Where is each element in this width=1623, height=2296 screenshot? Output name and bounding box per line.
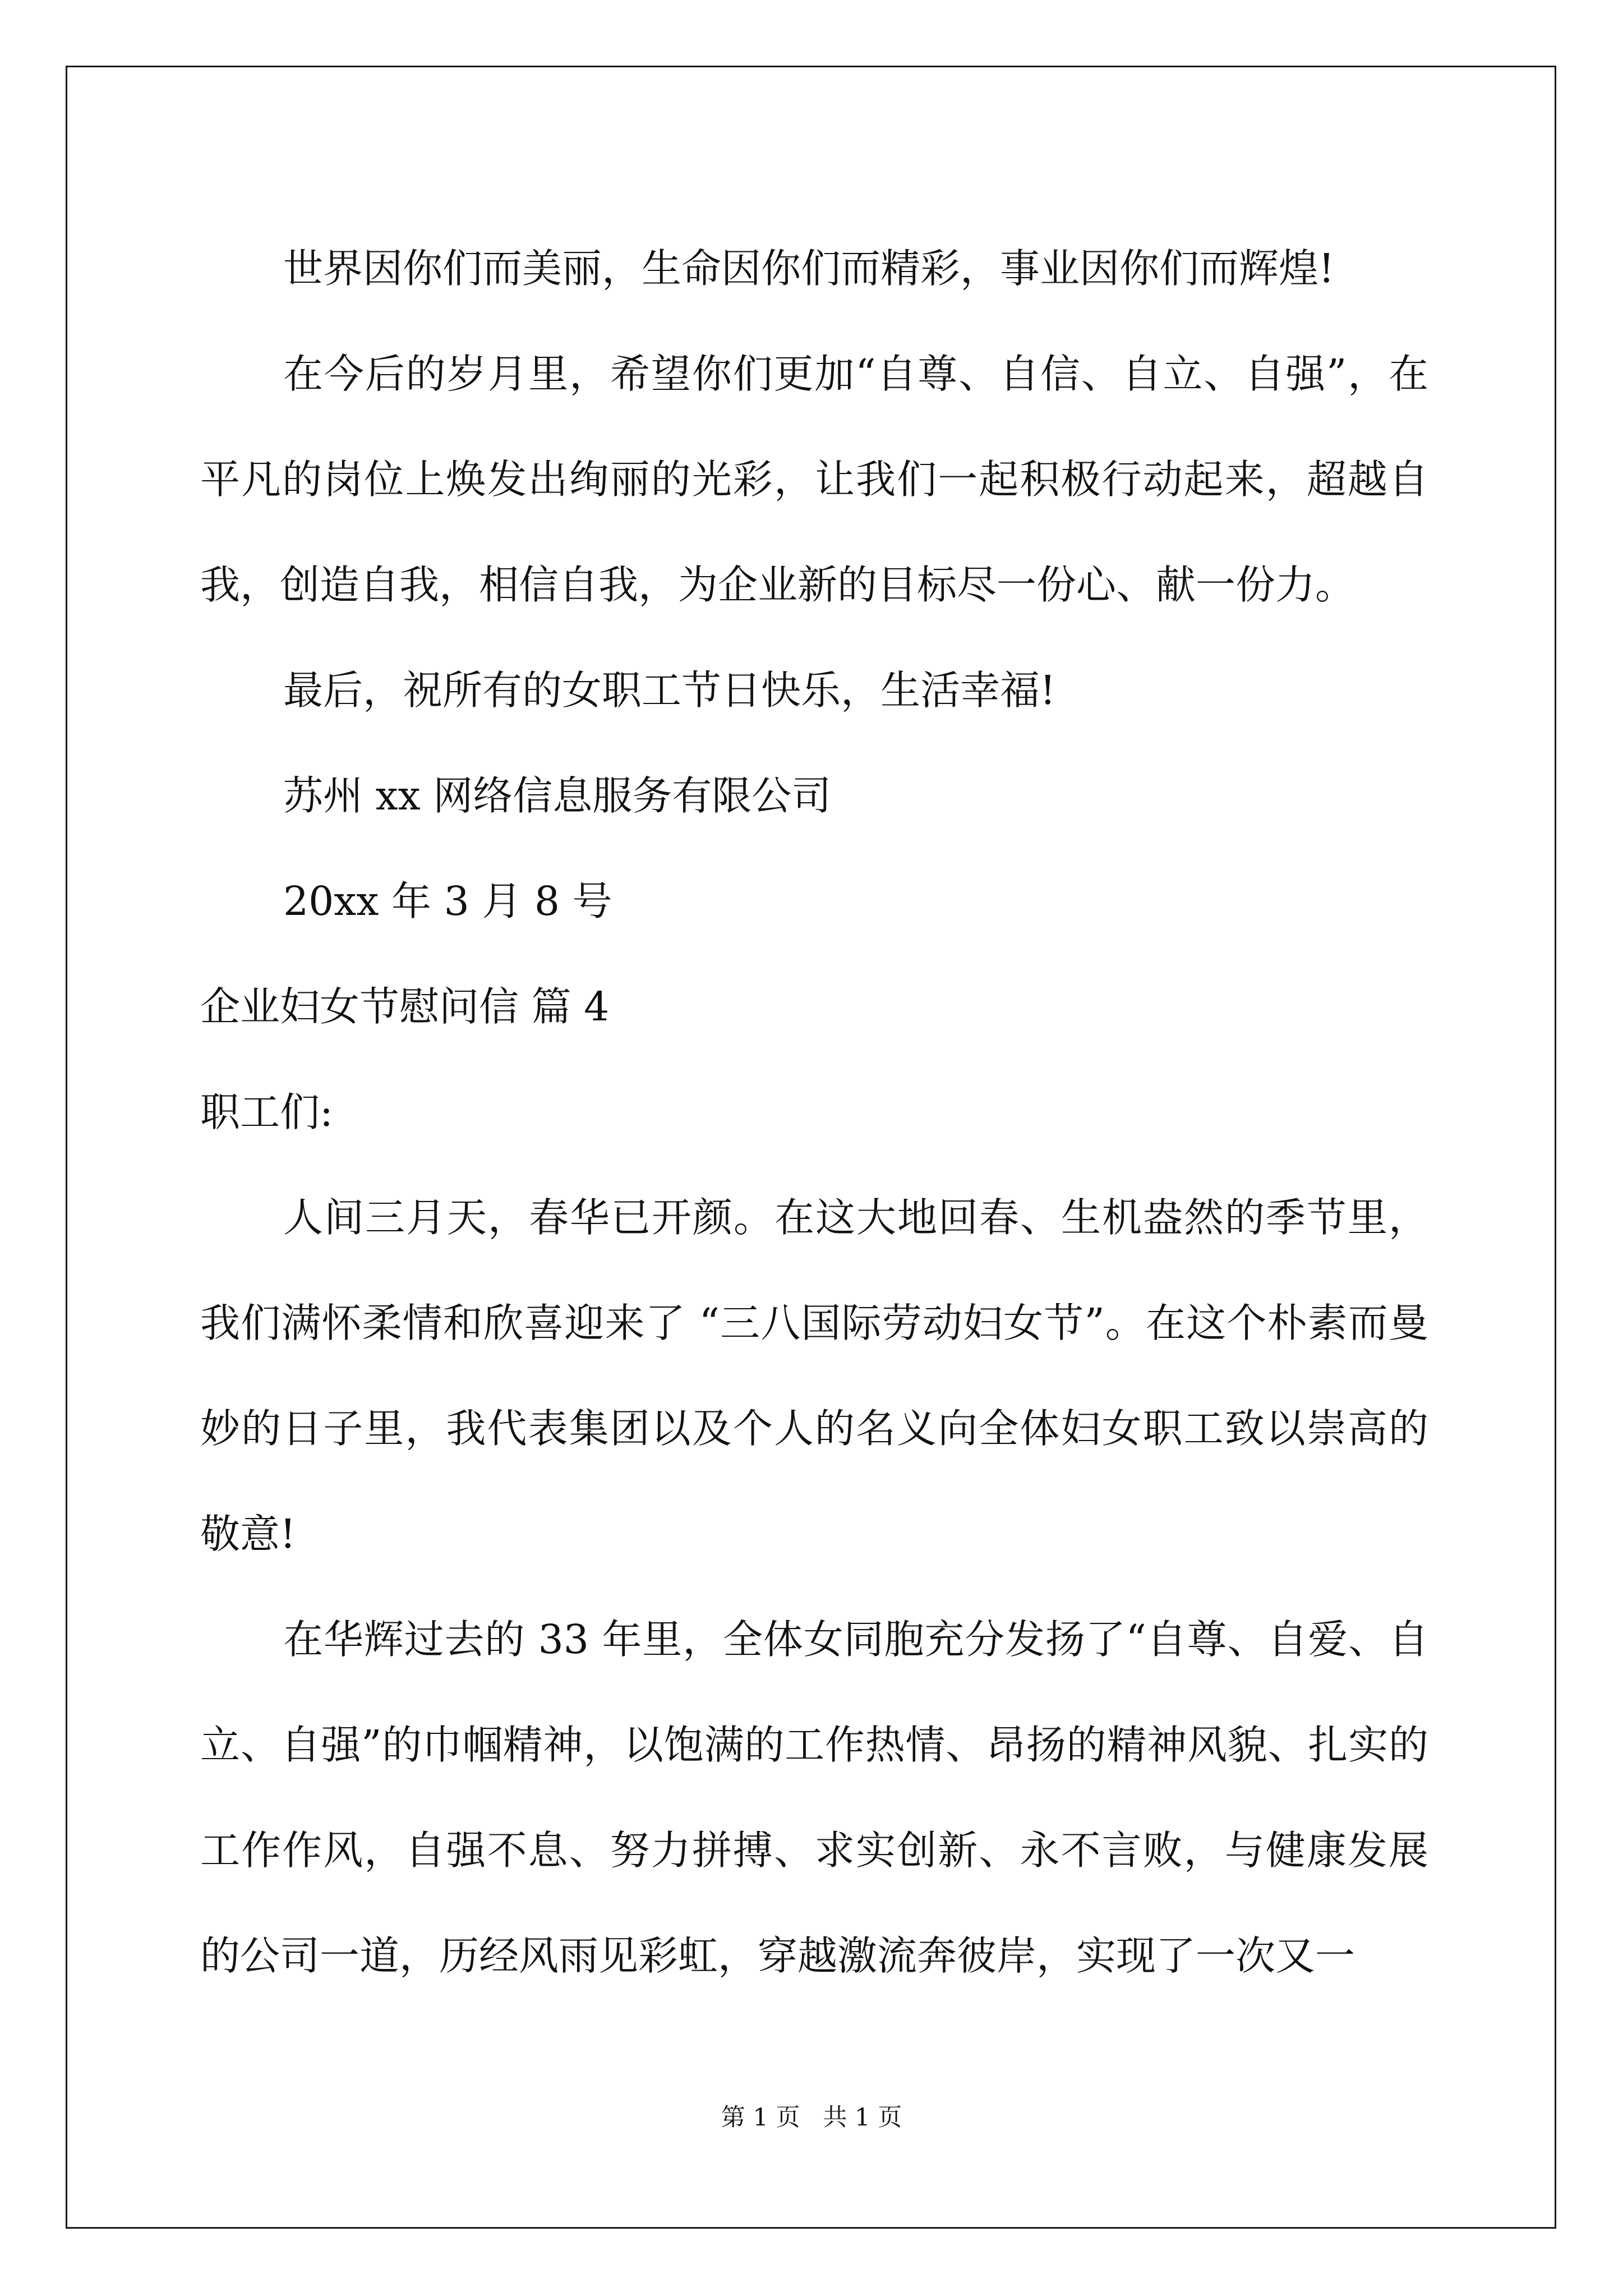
paragraph: 在华辉过去的 33 年里，全体女同胞充分发扬了“自尊、自爱、自立、自强”的巾帼精神，以饱满的工作热情、昂扬的精神风貌、扎实的工作作风，自强不息、努力拼搏、求实创新、永不言败，与健康发展的公司一道，历经风雨见彩虹，穿越激流奔彼岸，实现了一次又一: [200, 1616, 1428, 1979]
paragraph: 最后，祝所有的女职工节日快乐，生活幸福!: [283, 667, 1056, 714]
page-total: 共 1 页: [823, 2104, 902, 2132]
salutation: 职工们:: [200, 1089, 333, 1135]
company-signature: 苏州 xx 网络信息服务有限公司: [283, 772, 832, 819]
document-body: [200, 216, 1428, 2009]
date-line: 20xx 年 3 月 8 号: [283, 878, 612, 924]
page-number: 第 1 页: [721, 2104, 800, 2132]
paragraph: 世界因你们而美丽，生命因你们而精彩，事业因你们而辉煌!: [283, 245, 1335, 292]
paragraph: 在今后的岁月里，希望你们更加“自尊、自信、自立、自强”，在平凡的岗位上焕发出绚丽的光彩，让我们一起积极行动起来，超越自我，创造自我，相信自我，为企业新的目标尽一份心、献一份力。: [200, 351, 1428, 608]
page-footer: [0, 2101, 1623, 2134]
section-heading: 企业妇女节慰问信 篇 4: [200, 983, 610, 1030]
paragraph: 人间三月天，春华已开颜。在这大地回春、生机盎然的季节里，我们满怀柔情和欣喜迎来了 “三八国际劳动妇女节”。在这个朴素而曼妙的日子里，我代表集团以及个人的名义向全体妇女职工致以崇高的敬意!: [200, 1194, 1428, 1557]
